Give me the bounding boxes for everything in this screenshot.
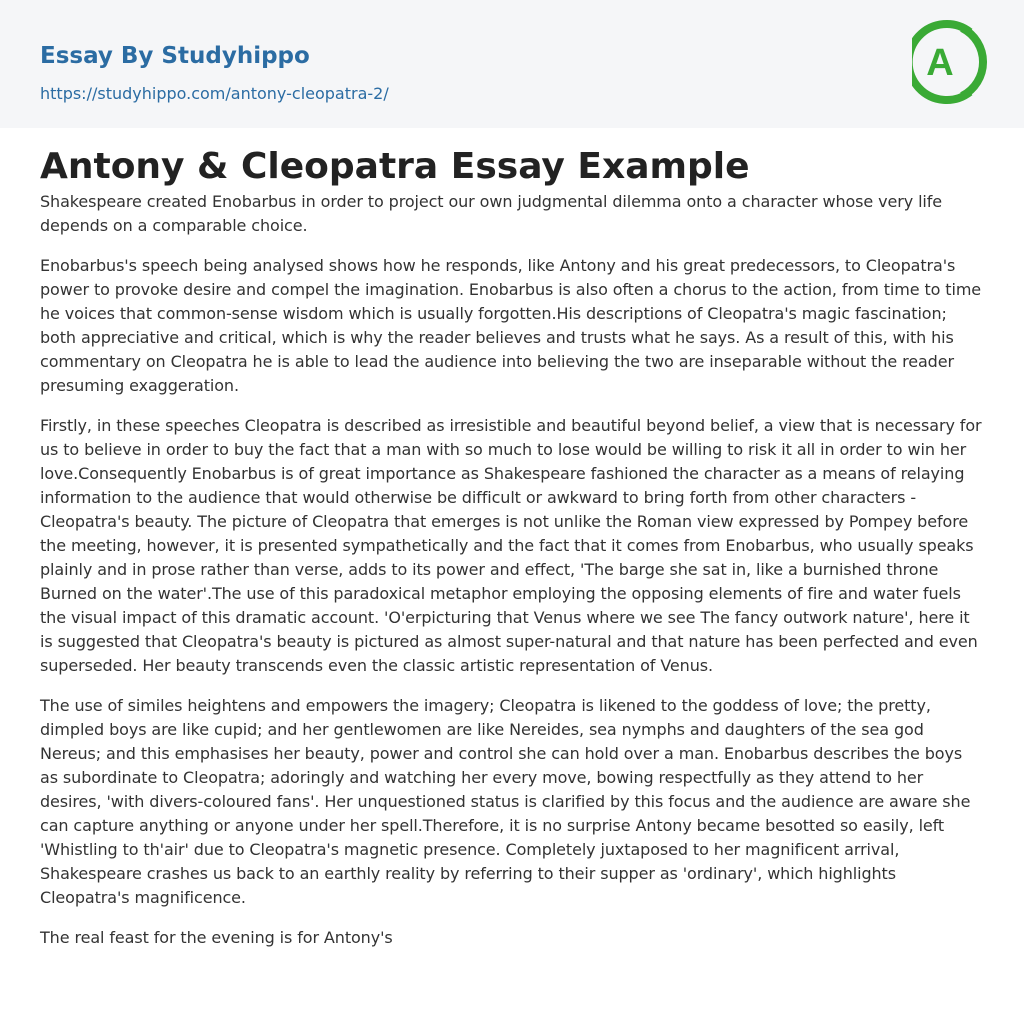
paragraph: The real feast for the evening is for Antony's [40, 928, 393, 947]
page-title: Antony & Cleopatra Essay Example [40, 146, 750, 187]
logo-letter: A [926, 42, 954, 84]
paragraph: Firstly, in these speeches Cleopatra is described as irresistible and beautiful beyond belief, a view that is necessary for us to believe in order to buy the fact that a man with so much to lose would be willing to risk it all in order to win her love.Consequently Enobarbus is of great importance as Shakespeare fashioned the character as a means of relaying information to the audience that would otherwise be difficult or awkward to bring forth from other characters - Cleopatra's beauty. The picture of Cleopatra that emerges is not unlike the Roman view expressed by Pompey before the meeting, however, it is presented sympathetically and the fact that it comes from Enobarbus, who usually speaks plainly and in prose rather than verse, adds to its power and effect, 'The barge she sat in, like a burnished throne Burned on the water'.The use of this paradoxical metaphor employing the opposing elements of fire and water fuels the visual impact of this dramatic account. 'O'erpicturing that Venus where we see The fancy outwork nature', here it is suggested that Cleopatra's beauty is pictured as almost super-natural and that nature has been perfected and even superseded. Her beauty transcends even the classic artistic representation of Venus. [40, 416, 982, 675]
paragraph: Enobarbus's speech being analysed shows how he responds, like Antony and his great predecessors, to Cleopatra's power to provoke desire and compel the imagination. Enobarbus is also often a chorus to the action, from time to time he voices that common-sense wisdom which is usually forgotten.His descriptions of Cleopatra's magic fascination; both appreciative and critical, which is why the reader believes and trusts what he says. As a result of this, with his commentary on Cleopatra he is able to lead the audience into believing the two are inseparable without the reader presuming exaggeration. [40, 256, 982, 395]
brand-title: Essay By Studyhippo [40, 43, 310, 69]
paragraph: Shakespeare created Enobarbus in order to project our own judgmental dilemma onto a character whose very life depends on a comparable choice. [40, 192, 943, 235]
source-url-link[interactable]: https://studyhippo.com/antony-cleopatra-2/ [40, 84, 389, 103]
paragraph: The use of similes heightens and empowers the imagery; Cleopatra is likened to the goddess of love; the pretty, dimpled boys are like cupid; and her gentlewomen are like Nereides, sea nymphs and daughters of the sea god Nereus; and this emphasises her beauty, power and control she can hold over a man. Enobarbus describes the boys as subordinate to Cleopatra; adoringly and watching her every move, bowing respectfully as they attend to her desires, 'with divers-coloured fans'. Her unquestioned status is clarified by this focus and the audience are aware she can capture anything or anyone under her spell.Therefore, it is no surprise Antony became besotted so easily, left 'Whistling to th'air' due to Cleopatra's magnetic presence. Completely juxtaposed to her magnificent arrival, Shakespeare crashes us back to an earthly reality by referring to their supper as 'ordinary', which highlights Cleopatra's magnificence. [40, 696, 971, 907]
